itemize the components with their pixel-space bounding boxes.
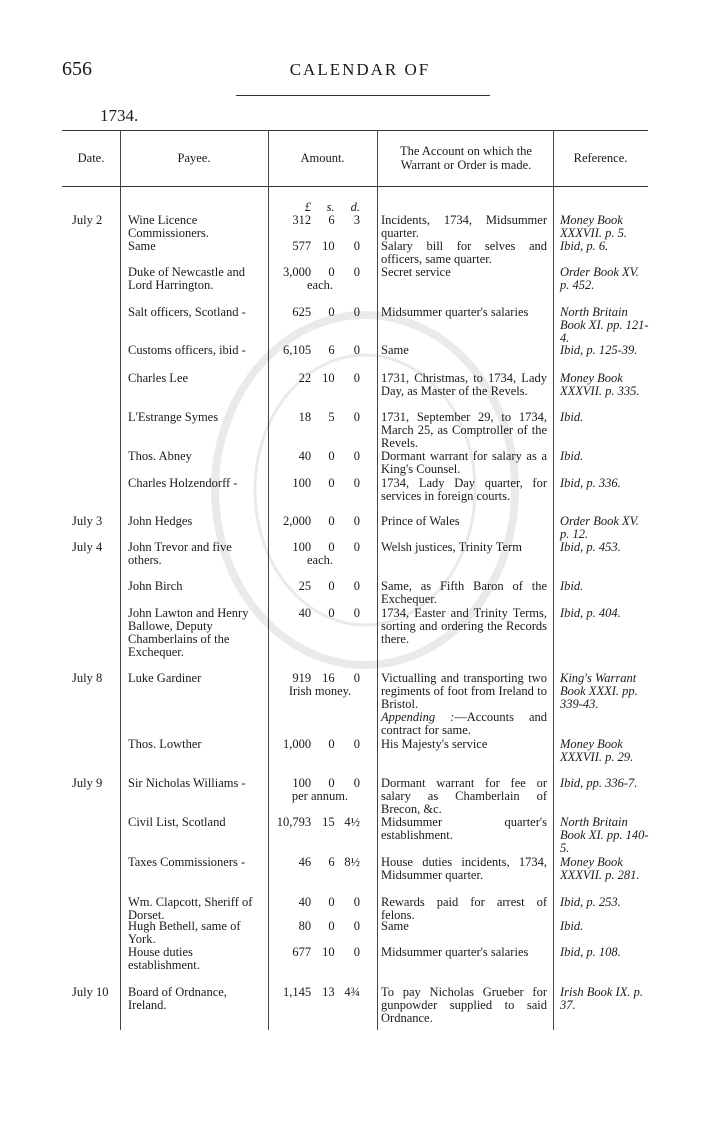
amount-shillings: 5 [328, 410, 335, 424]
row-amount [272, 896, 376, 909]
row-amount [272, 856, 376, 869]
amount-shillings: 10 [322, 945, 335, 959]
row-amount [272, 214, 376, 227]
account-text: Dormant warrant for salary as a King's Counsel. [381, 449, 547, 476]
amount-shillings: 0 [328, 579, 335, 593]
row-reference: Ibid, p. 125-39. [560, 343, 638, 357]
column-divider [268, 130, 269, 1030]
amount-pence: 0 [353, 945, 360, 959]
row-amount [272, 515, 376, 528]
appending-label: Appending : [381, 710, 455, 724]
running-title: CALENDAR OF [289, 60, 431, 79]
amount-shillings: 16 [322, 671, 335, 685]
amount-shillings: 0 [328, 919, 335, 933]
row-payee: Thos. Abney [128, 449, 192, 463]
amount-pence: 4¾ [344, 985, 360, 999]
amount-pounds: 40 [298, 606, 312, 620]
account-appending [381, 711, 547, 737]
row-reference: Ibid, p. 6. [560, 239, 609, 253]
row-reference: Ibid. [560, 919, 584, 933]
row-payee: Civil List, Scotland [128, 815, 226, 829]
row-payee: Hugh Bethell, same of York. [128, 919, 241, 946]
row-amount [272, 240, 376, 253]
amount-line [272, 607, 376, 620]
row-reference: Ibid, pp. 336-7. [560, 776, 638, 790]
row-amount [272, 266, 376, 292]
row-account [381, 946, 547, 959]
column-header-date: Date. [77, 151, 105, 165]
account-text: Secret service [381, 265, 451, 279]
row-reference: Ibid, p. 336. [560, 476, 621, 490]
amount-shillings: 0 [328, 476, 335, 490]
row-payee: Charles Holzendorff - [128, 476, 238, 490]
row-date: July 4 [72, 540, 103, 554]
account-text: Same, as Fifth Baron of the Exchequer. [381, 579, 547, 606]
row-amount [272, 372, 376, 385]
account-text: 1734, Lady Day quarter, for services in foreign courts. [381, 476, 547, 503]
shillings-unit: s. [326, 200, 335, 214]
account-text: Victualling and transporting two regiments of foot from Ireland to Bristol. [381, 671, 547, 711]
amount-pounds: 312 [292, 213, 312, 227]
row-reference: Irish Book IX. p. 37. [560, 985, 643, 1012]
row-amount [272, 777, 376, 803]
row-amount [272, 344, 376, 357]
amount-note: each. [306, 553, 334, 567]
row-date: July 2 [72, 213, 103, 227]
row-amount [272, 306, 376, 319]
amount-pounds: 1,000 [282, 737, 312, 751]
amount-line [272, 372, 376, 385]
amount-line [272, 816, 376, 829]
row-payee: Board of Ordnance, Ireland. [128, 985, 227, 1012]
amount-pounds: 18 [298, 410, 312, 424]
row-reference: Ibid. [560, 449, 584, 463]
row-amount [272, 946, 376, 959]
amount-shillings: 0 [328, 514, 335, 528]
row-reference: Order Book XV. p. 452. [560, 265, 639, 292]
row-payee: Luke Gardiner [128, 671, 202, 685]
row-amount [272, 920, 376, 933]
amount-pence: 0 [353, 606, 360, 620]
row-payee: Wine Licence Commissioners. [128, 213, 209, 240]
amount-pounds: 577 [292, 239, 312, 253]
row-amount [272, 672, 376, 698]
amount-pence: 3 [353, 213, 360, 227]
row-payee: John Birch [128, 579, 183, 593]
amount-line [272, 920, 376, 933]
amount-pounds: 40 [298, 449, 312, 463]
row-amount [272, 738, 376, 751]
account-text: 1731, September 29, to 1734, March 25, as Comptroller of the Revels. [381, 410, 547, 450]
amount-pounds: 22 [298, 371, 312, 385]
amount-pence: 0 [353, 671, 360, 685]
amount-pounds: 625 [292, 305, 312, 319]
account-text: Midsummer quarter's salaries [381, 945, 529, 959]
row-amount [272, 607, 376, 620]
row-payee: Customs officers, ibid - [128, 343, 246, 357]
column-divider [120, 130, 121, 1030]
row-payee: John Hedges [128, 514, 193, 528]
amount-line [272, 738, 376, 751]
account-text: Same [381, 343, 409, 357]
row-account [381, 306, 547, 319]
row-reference: Ibid. [560, 410, 584, 424]
row-account [381, 856, 547, 882]
row-reference: Money Book XXXVII. p. 29. [560, 737, 634, 764]
amount-pence: 0 [353, 919, 360, 933]
amount-units [272, 200, 376, 215]
year-heading: 1734. [100, 106, 139, 125]
amount-pence: 0 [353, 776, 360, 790]
amount-line [272, 856, 376, 869]
row-account [381, 266, 547, 279]
amount-pence: 8½ [344, 855, 360, 869]
row-reference: North Britain Book XI. pp. 121-4. [560, 305, 649, 345]
amount-shillings: 0 [328, 737, 335, 751]
amount-pence: 0 [353, 579, 360, 593]
page-number: 656 [62, 58, 92, 80]
amount-line [272, 344, 376, 357]
row-amount [272, 541, 376, 567]
row-payee: Salt officers, Scotland - [128, 305, 246, 319]
account-text: Prince of Wales [381, 514, 460, 528]
amount-shillings: 6 [328, 855, 335, 869]
row-reference: Ibid, p. 108. [560, 945, 621, 959]
row-account [381, 344, 547, 357]
account-text: 1734, Easter and Trinity Terms, sorting and ordering the Records there. [381, 606, 547, 646]
row-account [381, 777, 547, 816]
account-text: To pay Nicholas Grueber for gunpowder supplied to said Ordnance. [381, 985, 547, 1025]
amount-line [272, 896, 376, 909]
row-reference: Money Book XXXVII. p. 335. [560, 371, 640, 398]
row-reference: Order Book XV. p. 12. [560, 514, 639, 541]
amount-shillings: 6 [328, 343, 335, 357]
account-text: House duties incidents, 1734, Midsummer quarter. [381, 855, 547, 882]
row-payee: Charles Lee [128, 371, 189, 385]
table-header-rule [62, 186, 648, 187]
row-account [381, 240, 547, 266]
account-text: Midsummer quarter's establishment. [381, 815, 547, 842]
header-rule [236, 95, 490, 96]
row-amount [272, 477, 376, 490]
row-payee: Taxes Commissioners - [128, 855, 246, 869]
account-text: Dormant warrant for fee or salary as Chamberlain of Brecon, &c. [381, 776, 547, 816]
row-account [381, 214, 547, 240]
row-payee: L'Estrange Symes [128, 410, 219, 424]
amount-note: Irish money. [288, 684, 352, 698]
account-text: His Majesty's service [381, 737, 488, 751]
row-account [381, 920, 547, 933]
row-payee: Thos. Lowther [128, 737, 202, 751]
row-account [381, 986, 547, 1025]
amount-pounds: 40 [298, 895, 312, 909]
amount-line [272, 450, 376, 463]
amount-pounds: 100 [292, 776, 312, 790]
column-header-amount: Amount. [300, 151, 345, 165]
amount-line [272, 946, 376, 959]
amount-line [272, 240, 376, 253]
amount-note: per annum. [291, 789, 349, 803]
row-reference: King's Warrant Book XXXI. pp. 339-43. [560, 671, 638, 711]
row-account [381, 411, 547, 450]
amount-pence: 0 [353, 371, 360, 385]
amount-shillings: 0 [328, 776, 335, 790]
amount-line [272, 477, 376, 490]
row-account [381, 541, 547, 554]
amount-line [272, 214, 376, 227]
amount-pence: 0 [353, 737, 360, 751]
amount-pence: 0 [353, 305, 360, 319]
row-account [381, 816, 547, 842]
row-amount [272, 816, 376, 829]
pounds-unit: £ [304, 200, 312, 214]
amount-pounds: 6,105 [282, 343, 312, 357]
amount-shillings: 15 [322, 815, 335, 829]
amount-pence: 0 [353, 343, 360, 357]
amount-shillings: 10 [322, 239, 335, 253]
account-text: Welsh justices, Trinity Term [381, 540, 522, 554]
row-payee: John Trevor and five others. [128, 540, 232, 567]
row-account [381, 372, 547, 398]
row-account [381, 515, 547, 528]
amount-pence: 0 [353, 514, 360, 528]
amount-pounds: 919 [292, 671, 312, 685]
column-header-payee: Payee. [177, 151, 211, 165]
row-payee: John Lawton and Henry Ballowe, Deputy Chamberlains of the Exchequer. [128, 606, 249, 659]
row-account [381, 450, 547, 476]
row-date: July 10 [72, 985, 109, 999]
amount-shillings: 0 [328, 449, 335, 463]
row-reference: Ibid, p. 453. [560, 540, 621, 554]
amount-shillings: 10 [322, 371, 335, 385]
row-amount [272, 450, 376, 463]
account-text: Rewards paid for arrest of felons. [381, 895, 547, 922]
pence-unit: d. [350, 200, 360, 214]
amount-line [272, 986, 376, 999]
row-date: July 8 [72, 671, 103, 685]
row-date: July 3 [72, 514, 103, 528]
row-payee: Sir Nicholas Williams - [128, 776, 246, 790]
column-header-account: The Account on which the Warrant or Order is made. [400, 144, 532, 172]
row-account [381, 607, 547, 646]
amount-pence: 0 [353, 265, 360, 279]
amount-line [272, 580, 376, 593]
row-amount [272, 580, 376, 593]
account-text: Same [381, 919, 409, 933]
amount-line [272, 306, 376, 319]
amount-pounds: 677 [292, 945, 312, 959]
amount-pounds: 80 [298, 919, 312, 933]
row-account [381, 477, 547, 503]
amount-pence: 0 [353, 895, 360, 909]
amount-shillings: 0 [328, 606, 335, 620]
amount-pounds: 3,000 [282, 265, 312, 279]
row-account [381, 738, 547, 751]
amount-shillings: 0 [328, 895, 335, 909]
amount-shillings: 0 [328, 265, 335, 279]
amount-shillings: 13 [322, 985, 335, 999]
row-payee: House duties establishment. [128, 945, 200, 972]
amount-shillings: 0 [328, 305, 335, 319]
row-date: July 9 [72, 776, 103, 790]
amount-pounds: 100 [292, 476, 312, 490]
row-payee: Same [128, 239, 156, 253]
amount-pounds: 100 [292, 540, 312, 554]
row-account [381, 672, 547, 737]
amount-pounds: 1,145 [282, 985, 312, 999]
column-divider [377, 130, 378, 1030]
account-text: 1731, Christmas, to 1734, Lady Day, as Master of the Revels. [381, 371, 547, 398]
row-reference: Money Book XXXVII. p. 5. [560, 213, 627, 240]
amount-pounds: 25 [298, 579, 312, 593]
amount-shillings: 6 [328, 213, 335, 227]
amount-pence: 0 [353, 410, 360, 424]
row-amount [272, 986, 376, 999]
amount-pence: 0 [353, 239, 360, 253]
amount-pounds: 10,793 [276, 815, 312, 829]
row-amount [272, 411, 376, 424]
amount-pence: 0 [353, 476, 360, 490]
account-text: Midsummer quarter's salaries [381, 305, 529, 319]
row-account [381, 580, 547, 606]
account-text: Incidents, 1734, Midsummer quarter. [381, 213, 547, 240]
column-header-reference: Reference. [573, 151, 628, 165]
amount-line [272, 411, 376, 424]
row-reference: Ibid, p. 404. [560, 606, 621, 620]
row-reference: North Britain Book XI. pp. 140-5. [560, 815, 649, 855]
amount-pence: 0 [353, 540, 360, 554]
amount-pounds: 2,000 [282, 514, 312, 528]
account-text: Salary bill for selves and officers, same quarter. [381, 239, 547, 266]
amount-note: each. [306, 278, 334, 292]
amount-shillings: 0 [328, 540, 335, 554]
amount-line [272, 515, 376, 528]
row-reference: Ibid, p. 253. [560, 895, 621, 909]
row-reference: Money Book XXXVII. p. 281. [560, 855, 640, 882]
row-reference: Ibid. [560, 579, 584, 593]
amount-pounds: 46 [298, 855, 312, 869]
appending-text: —Accounts and contract for same. [381, 710, 547, 737]
column-divider [553, 130, 554, 1030]
amount-pence: 0 [353, 449, 360, 463]
row-payee: Duke of Newcastle and Lord Harrington. [128, 265, 245, 292]
table-top-rule [62, 130, 648, 131]
amount-pence: 4½ [344, 815, 360, 829]
row-payee: Wm. Clapcott, Sheriff of Dorset. [128, 895, 253, 922]
